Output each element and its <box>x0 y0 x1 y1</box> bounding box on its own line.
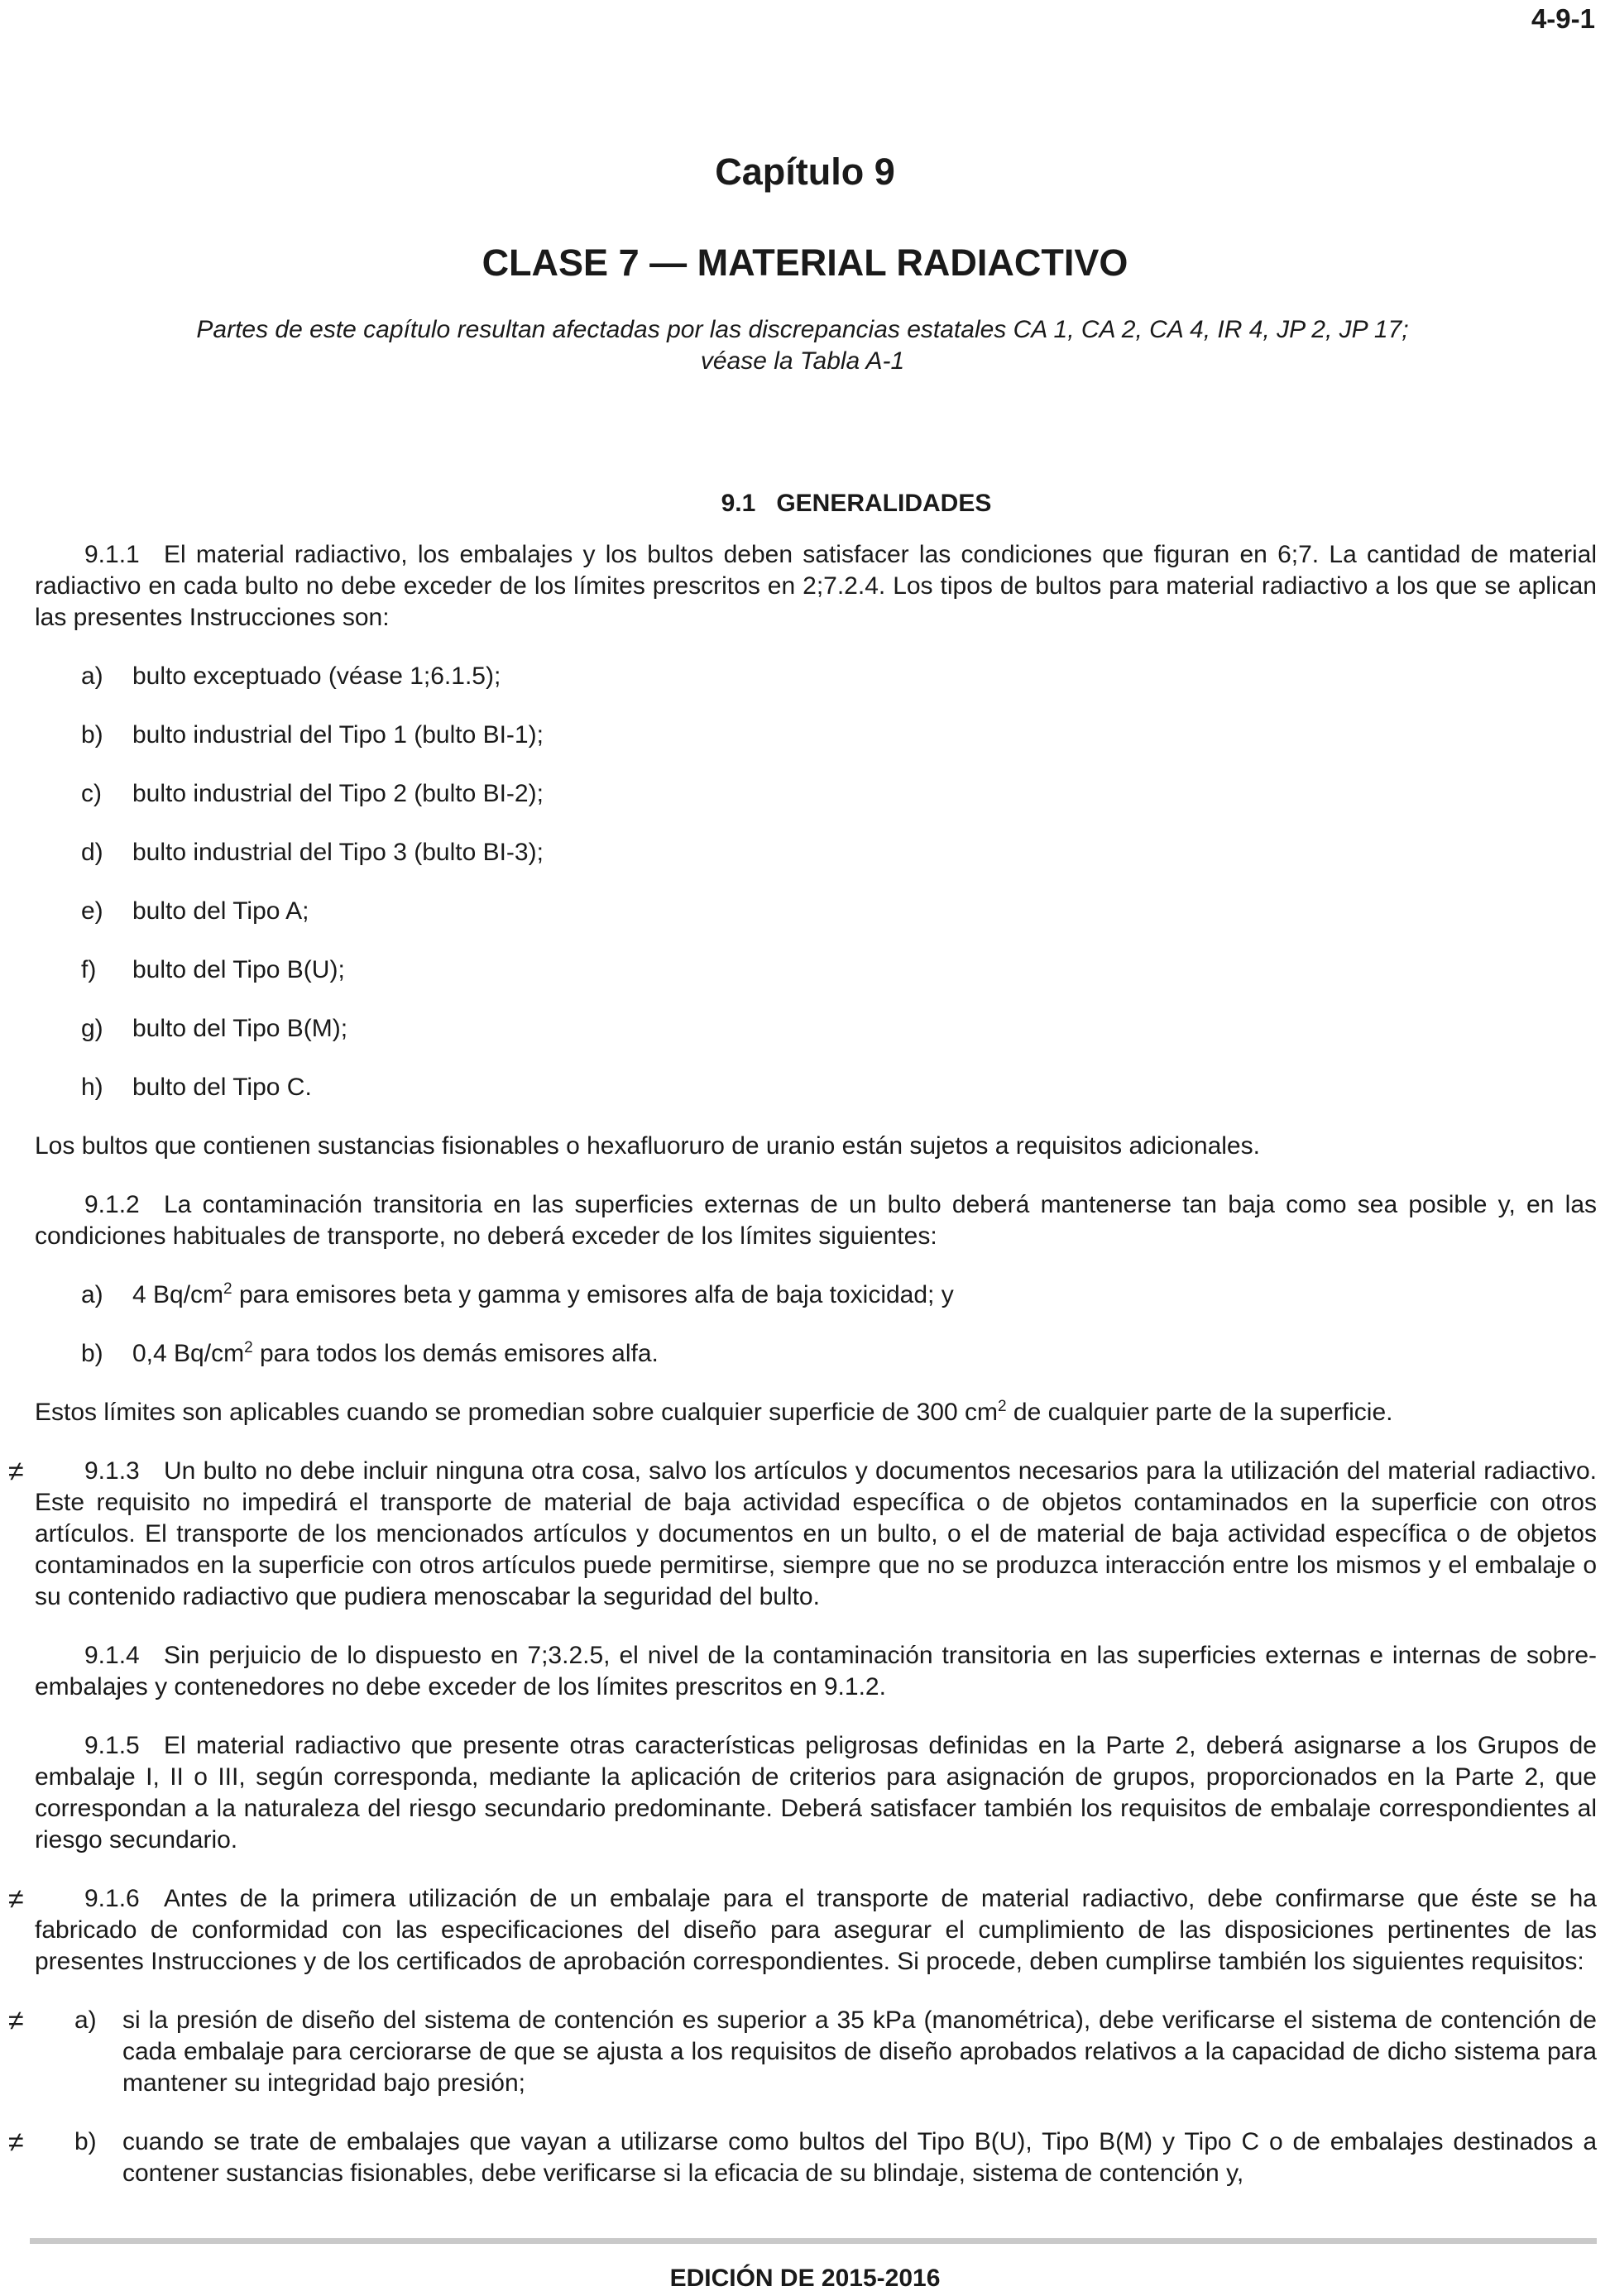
list-item <box>35 1280 1597 1311</box>
discrepancy-mark-icon: ≠ <box>8 1456 24 1487</box>
list-item-label: b) <box>74 2128 97 2155</box>
paragraph-9-1-6 <box>8 1883 1597 1978</box>
superscript: 2 <box>244 1339 253 1356</box>
footer-rule <box>30 2238 1597 2244</box>
list-item-text: bulto industrial del Tipo 1 (bulto BI-1); <box>132 721 544 749</box>
list-item <box>35 720 1597 751</box>
list-item-text: bulto industrial del Tipo 3 (bulto BI-3); <box>132 839 544 866</box>
list-item-text: para todos los demás emisores alfa. <box>252 1340 659 1367</box>
list-item <box>35 1013 1597 1045</box>
discrepancy-note-line: Partes de este capítulo resultan afectadas por las discrepancias estatales CA 1, CA 2, CA 4, IR 4, JP 2, JP 17; <box>196 316 1409 343</box>
paragraph-text: El material radiactivo, los embalajes y los bultos deben satisfacer las condiciones que figuran en 6;7. La cantidad de material radiactivo en cada bulto no debe exceder de los límites prescritos en 2;7.2.4. Los tipos de bultos para material radiactivo a los que se aplican las presentes Instrucciones son: <box>35 541 1597 631</box>
list-item-label: h) <box>81 1074 103 1101</box>
discrepancy-mark-icon: ≠ <box>8 1883 24 1915</box>
list-item <box>35 661 1597 692</box>
paragraph-number: 9.1.3 <box>84 1457 140 1485</box>
list-item-label: a) <box>81 1281 103 1308</box>
list-item-text: 0,4 Bq/cm <box>132 1340 245 1367</box>
paragraph-9-1-5 <box>35 1730 1597 1856</box>
paragraph-number: 9.1.1 <box>84 541 140 568</box>
limits-note-text: Estos límites son aplicables cuando se promedian sobre cualquier superficie de 300 cm <box>35 1399 998 1426</box>
list-item-label: g) <box>81 1015 103 1042</box>
paragraph-text: El material radiactivo que presente otras características peligrosas definidas en la Parte 2, deberá asignarse a los Grupos de embalaje I, II o III, según corresponda, mediante la aplicación de criterios para asignación de grupos, proporcionados en la Parte 2, que correspondan a la naturaleza del riesgo secundario predominante. Deberá satisfacer también los requisitos de embalaje correspondientes al riesgo secundario. <box>35 1732 1597 1854</box>
list-item <box>35 1072 1597 1103</box>
paragraph-number: 9.1.6 <box>84 1885 140 1912</box>
fissile-note: Los bultos que contienen sustancias fisionables o hexafluoruro de uranio están sujetos a requisitos adicionales. <box>35 1132 1260 1160</box>
paragraph-number: 9.1.5 <box>84 1732 140 1759</box>
list-item-label: b) <box>81 721 103 749</box>
section-heading: 9.1 GENERALIDADES <box>721 490 992 517</box>
class-title: CLASE 7 — MATERIAL RADIACTIVO <box>482 242 1128 284</box>
list-item-label: a) <box>81 662 103 690</box>
list-item-text: bulto del Tipo C. <box>132 1074 312 1101</box>
paragraph-number: 9.1.2 <box>84 1191 140 1218</box>
discrepancy-note <box>116 314 1489 377</box>
footer-edition: EDICIÓN DE 2015-2016 <box>669 2265 941 2292</box>
list-item-text: para emisores beta y gamma y emisores alfa de baja toxicidad; y <box>232 1281 954 1308</box>
limits-note <box>35 1397 1597 1428</box>
list-item-text: bulto exceptuado (véase 1;6.1.5); <box>132 662 501 690</box>
paragraph-9-1-2 <box>35 1189 1597 1252</box>
paragraph-9-1-4 <box>35 1640 1597 1703</box>
list-item-label: b) <box>81 1340 103 1367</box>
list-item-label: d) <box>81 839 103 866</box>
discrepancy-mark-icon: ≠ <box>8 2126 24 2158</box>
discrepancy-mark-icon: ≠ <box>8 2005 24 2036</box>
paragraph-text: Sin perjuicio de lo dispuesto en 7;3.2.5, el nivel de la contaminación transitoria en las superficies externas e internas de sobre-embalajes y contenedores no debe exceder de los límites prescritos en 9.1.2. <box>35 1642 1597 1700</box>
list-item <box>35 778 1597 810</box>
page-number: 4-9-1 <box>1531 3 1595 34</box>
list-item-label: e) <box>81 897 103 925</box>
list-item-text: bulto industrial del Tipo 2 (bulto BI-2); <box>132 780 544 807</box>
paragraph-9-1-3 <box>8 1456 1597 1613</box>
chapter-title: Capítulo 9 <box>715 151 895 193</box>
list-item <box>35 896 1597 927</box>
list-item <box>35 1338 1597 1370</box>
paragraph-text: Antes de la primera utilización de un embalaje para el transporte de material radiactivo, debe confirmarse que éste se ha fabricado de conformidad con las especificaciones del diseño para asegurar el cumplimiento de las disposiciones pertinentes de las presentes Instrucciones y de los certificados de aprobación correspondientes. Si procede, deben cumplirse también los siguientes requisitos: <box>35 1885 1597 1975</box>
superscript: 2 <box>997 1398 1007 1415</box>
list-item-label: f) <box>81 956 97 983</box>
paragraph-text: La contaminación transitoria en las superficies externas de un bulto deberá mantenerse tan baja como sea posible y, en las condiciones habituales de transporte, no deberá exceder de los límites siguientes: <box>35 1191 1597 1250</box>
list-item-text: cuando se trate de embalajes que vayan a utilizarse como bultos del Tipo B(U), Tipo B(M) y Tipo C o de embalajes destinados a contener sustancias fisionables, debe verificarse si la eficacia de su blindaje, sistema de contención y, <box>122 2128 1597 2187</box>
paragraph-text: Un bulto no debe incluir ninguna otra cosa, salvo los artículos y documentos necesarios para la utilización del material radiactivo. Este requisito no impedirá el transporte de material de baja actividad específica o de objetos contaminados en la superficie con otros artículos. El transporte de los mencionados artículos y documentos en un bulto, o el de material de baja actividad específica o de objetos contaminados en la superficie con otros artículos puede permitirse, siempre que no se produzca interacción entre los mismos y el embalaje o su contenido radiactivo que pudiera menoscabar la seguridad del bulto. <box>35 1457 1597 1610</box>
document-body <box>8 488 1597 2217</box>
list-item <box>8 2005 1597 2099</box>
list-item-label: a) <box>74 2007 97 2034</box>
list-item-text: bulto del Tipo B(U); <box>132 956 345 983</box>
paragraph-9-1-1 <box>35 539 1597 634</box>
list-item-text: bulto del Tipo B(M); <box>132 1015 348 1042</box>
list-item-text: 4 Bq/cm <box>132 1281 224 1308</box>
limits-note-text: de cualquier parte de la superficie. <box>1006 1399 1393 1426</box>
list-item <box>8 2126 1597 2189</box>
list-item <box>35 954 1597 986</box>
list-item-label: c) <box>81 780 102 807</box>
discrepancy-note-line: véase la Tabla A-1 <box>700 347 905 375</box>
paragraph-number: 9.1.4 <box>84 1642 140 1669</box>
list-item-text: bulto del Tipo A; <box>132 897 309 925</box>
list-item-text: si la presión de diseño del sistema de contención es superior a 35 kPa (manométrica), debe verificarse el sistema de contención de cada embalaje para cerciorarse de que se ajusta a los requisitos de diseño aprobados relativos a la capacidad de dicho sistema para mantener su integridad bajo presión; <box>122 2007 1597 2097</box>
list-item <box>35 837 1597 868</box>
superscript: 2 <box>223 1280 232 1298</box>
